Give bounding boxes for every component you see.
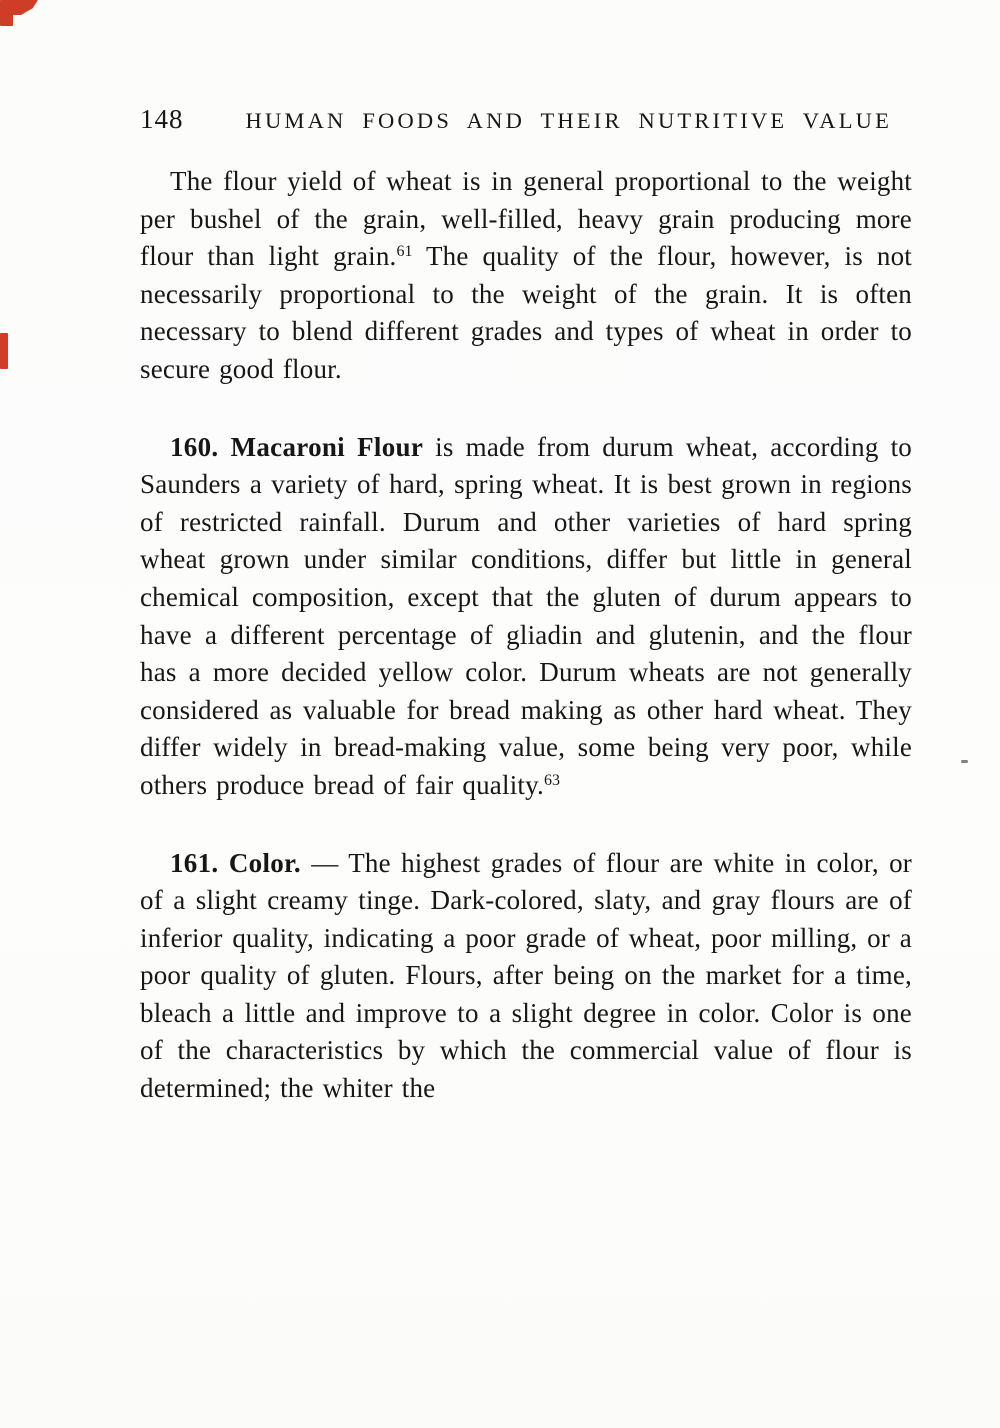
text-run: is made from durum wheat, according to Saunders a variety of hard, spring wheat. It is best grown in regions of restricted rainfall. Durum and other varieties of hard spring wheat grown under similar conditions, differ but little in general chemical composition, except that the gluten of durum appears to have a different percentage of gliadin and glutenin, and the flour has a more decided yellow color. Durum wheats are not generally considered as valuable for bread making as other hard wheat. They differ widely in bread-making value, some being very poor, while others produce bread of fair quality.	[140, 431, 912, 800]
paragraph	[140, 845, 912, 1108]
scan-speck	[961, 760, 968, 763]
running-head-title: HUMAN FOODS AND THEIR NUTRITIVE VALUE	[245, 108, 893, 133]
page-number: 148	[140, 104, 184, 134]
text-run: The flour yield of wheat is in general proportional to the weight per bushel of the grain, well-filled, heavy grain producing more flour than light grain.	[140, 166, 912, 272]
paragraph	[140, 163, 912, 389]
text-run: — The highest grades of flour are white in color, or of a slight creamy tinge. Dark-colored, slaty, and gray flours are of inferior quality, indicating a poor grade of wheat, poor milling, or a poor quality of gluten. Flours, after being on the market for a time, bleach a little and improve to a slight degree in color. Color is one of the characteristics by which the commercial value of flour is determined; the whiter the	[140, 847, 913, 1104]
scan-artifact-top-left-edge	[0, 0, 13, 26]
running-head	[140, 104, 910, 135]
footnote-reference: 61	[396, 243, 413, 261]
text-run: 160. Macaroni Flour	[170, 431, 424, 462]
body-text	[140, 163, 912, 1108]
text-run: 161. Color.	[170, 847, 301, 878]
paragraph	[140, 429, 912, 805]
text-run: The quality of the flour, however, is not necessarily proportional to the weight of the grain. It is often necessary to blend different grades and types of wheat in order to secure good flour.	[140, 241, 912, 384]
scan-artifact-left-edge	[0, 333, 8, 369]
footnote-reference: 63	[544, 771, 560, 789]
